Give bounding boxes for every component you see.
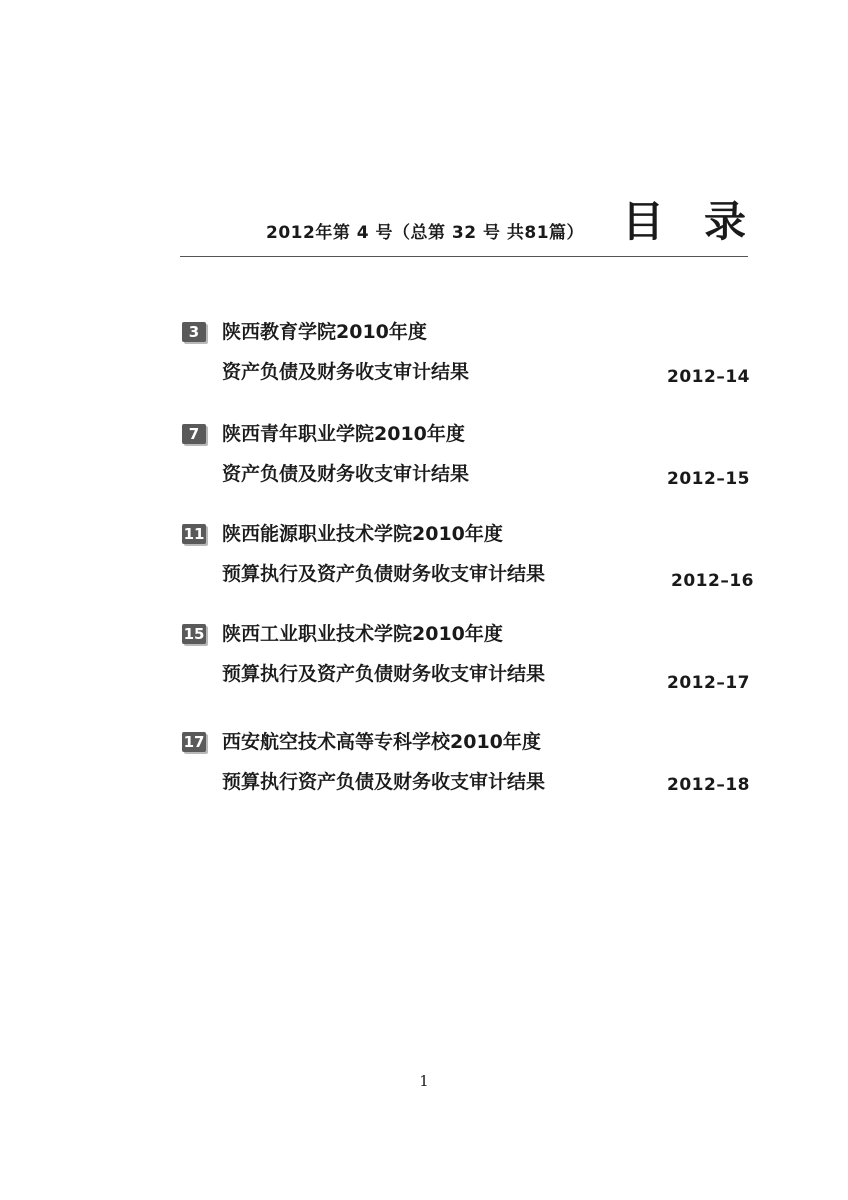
page-badge: 3: [182, 322, 206, 342]
issue-info: 2012年第 4 号（总第 32 号 共81篇）: [266, 223, 585, 243]
toc-header: [180, 196, 786, 252]
entry-title[interactable]: 陕西青年职业学院2010年度: [222, 423, 465, 445]
entry-subtitle[interactable]: 预算执行及资产负债财务收支审计结果: [222, 563, 546, 585]
page-number: 1: [419, 1072, 429, 1090]
entry-code: 2012–15: [667, 469, 750, 489]
toc-entry[interactable]: [182, 622, 754, 712]
header-divider: [180, 256, 748, 257]
entry-subtitle[interactable]: 预算执行及资产负债财务收支审计结果: [222, 663, 546, 685]
entry-code: 2012–14: [667, 367, 750, 387]
entry-title[interactable]: 陕西能源职业技术学院2010年度: [222, 523, 503, 545]
toc-entry[interactable]: [182, 730, 754, 820]
page-badge: 7: [182, 424, 206, 444]
toc-entry[interactable]: [182, 320, 754, 410]
page-badge: 17: [183, 733, 205, 751]
entry-title[interactable]: 陕西工业职业技术学院2010年度: [222, 623, 503, 645]
entry-subtitle[interactable]: 预算执行资产负债及财务收支审计结果: [222, 771, 546, 793]
entry-title[interactable]: 西安航空技术高等专科学校2010年度: [222, 731, 541, 753]
entry-code: 2012–18: [667, 775, 750, 795]
entry-subtitle[interactable]: 资产负债及财务收支审计结果: [222, 361, 470, 383]
entry-code: 2012–16: [671, 571, 754, 591]
toc-entry[interactable]: [182, 422, 754, 512]
entry-subtitle[interactable]: 资产负债及财务收支审计结果: [222, 463, 470, 485]
entry-title[interactable]: 陕西教育学院2010年度: [222, 321, 427, 343]
entry-code: 2012–17: [667, 673, 750, 693]
page-badge: 11: [183, 525, 205, 543]
toc-title: 目录: [621, 197, 786, 246]
page-badge: 15: [183, 625, 205, 643]
toc-entry[interactable]: [182, 522, 754, 612]
